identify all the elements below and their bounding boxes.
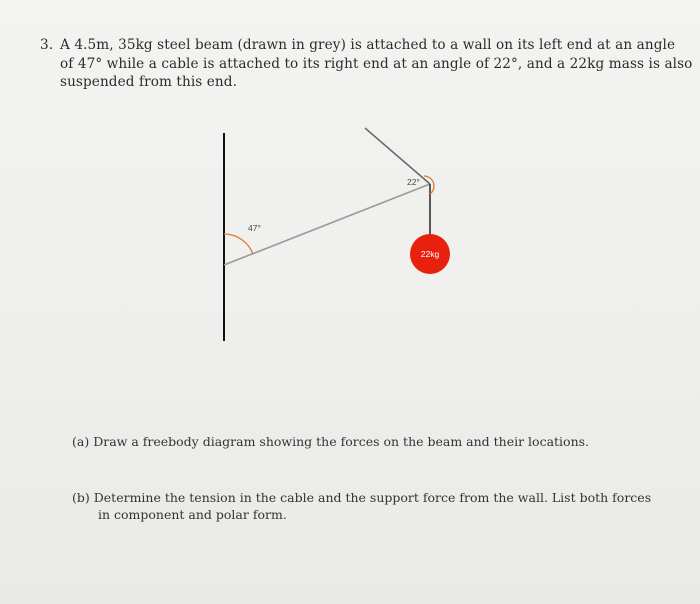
problem-number: 3. (40, 37, 54, 53)
part-b-line-2: in component and polar form. (98, 507, 287, 522)
beam-angle-label: 47° (248, 223, 261, 233)
part-b (72, 489, 662, 523)
cable-line (365, 128, 430, 184)
problem-line-2: of 47° while a cable is attached to its right end at an angle of 22°, and a 22kg mass is also (60, 55, 693, 72)
problem-line-3: suspended from this end. (60, 74, 237, 90)
part-b-line-1: (b) Determine the tension in the cable and the support force from the wall. List both forces (72, 490, 652, 505)
cable-angle-label: 22° (407, 177, 420, 187)
mass-label: 22kg (420, 249, 440, 259)
problem-line-1: 3. A 4.5m, 35kg steel beam (drawn in grey) is attached to a wall on its left end at an angle (40, 37, 676, 53)
beam-angle-arc (224, 234, 253, 254)
part-a (72, 433, 589, 450)
part-a-text: Draw a freebody diagram showing the forces on the beam and their locations. (93, 434, 590, 449)
part-a-label: (a) (72, 434, 90, 449)
part-b-label: (b) (72, 490, 90, 505)
